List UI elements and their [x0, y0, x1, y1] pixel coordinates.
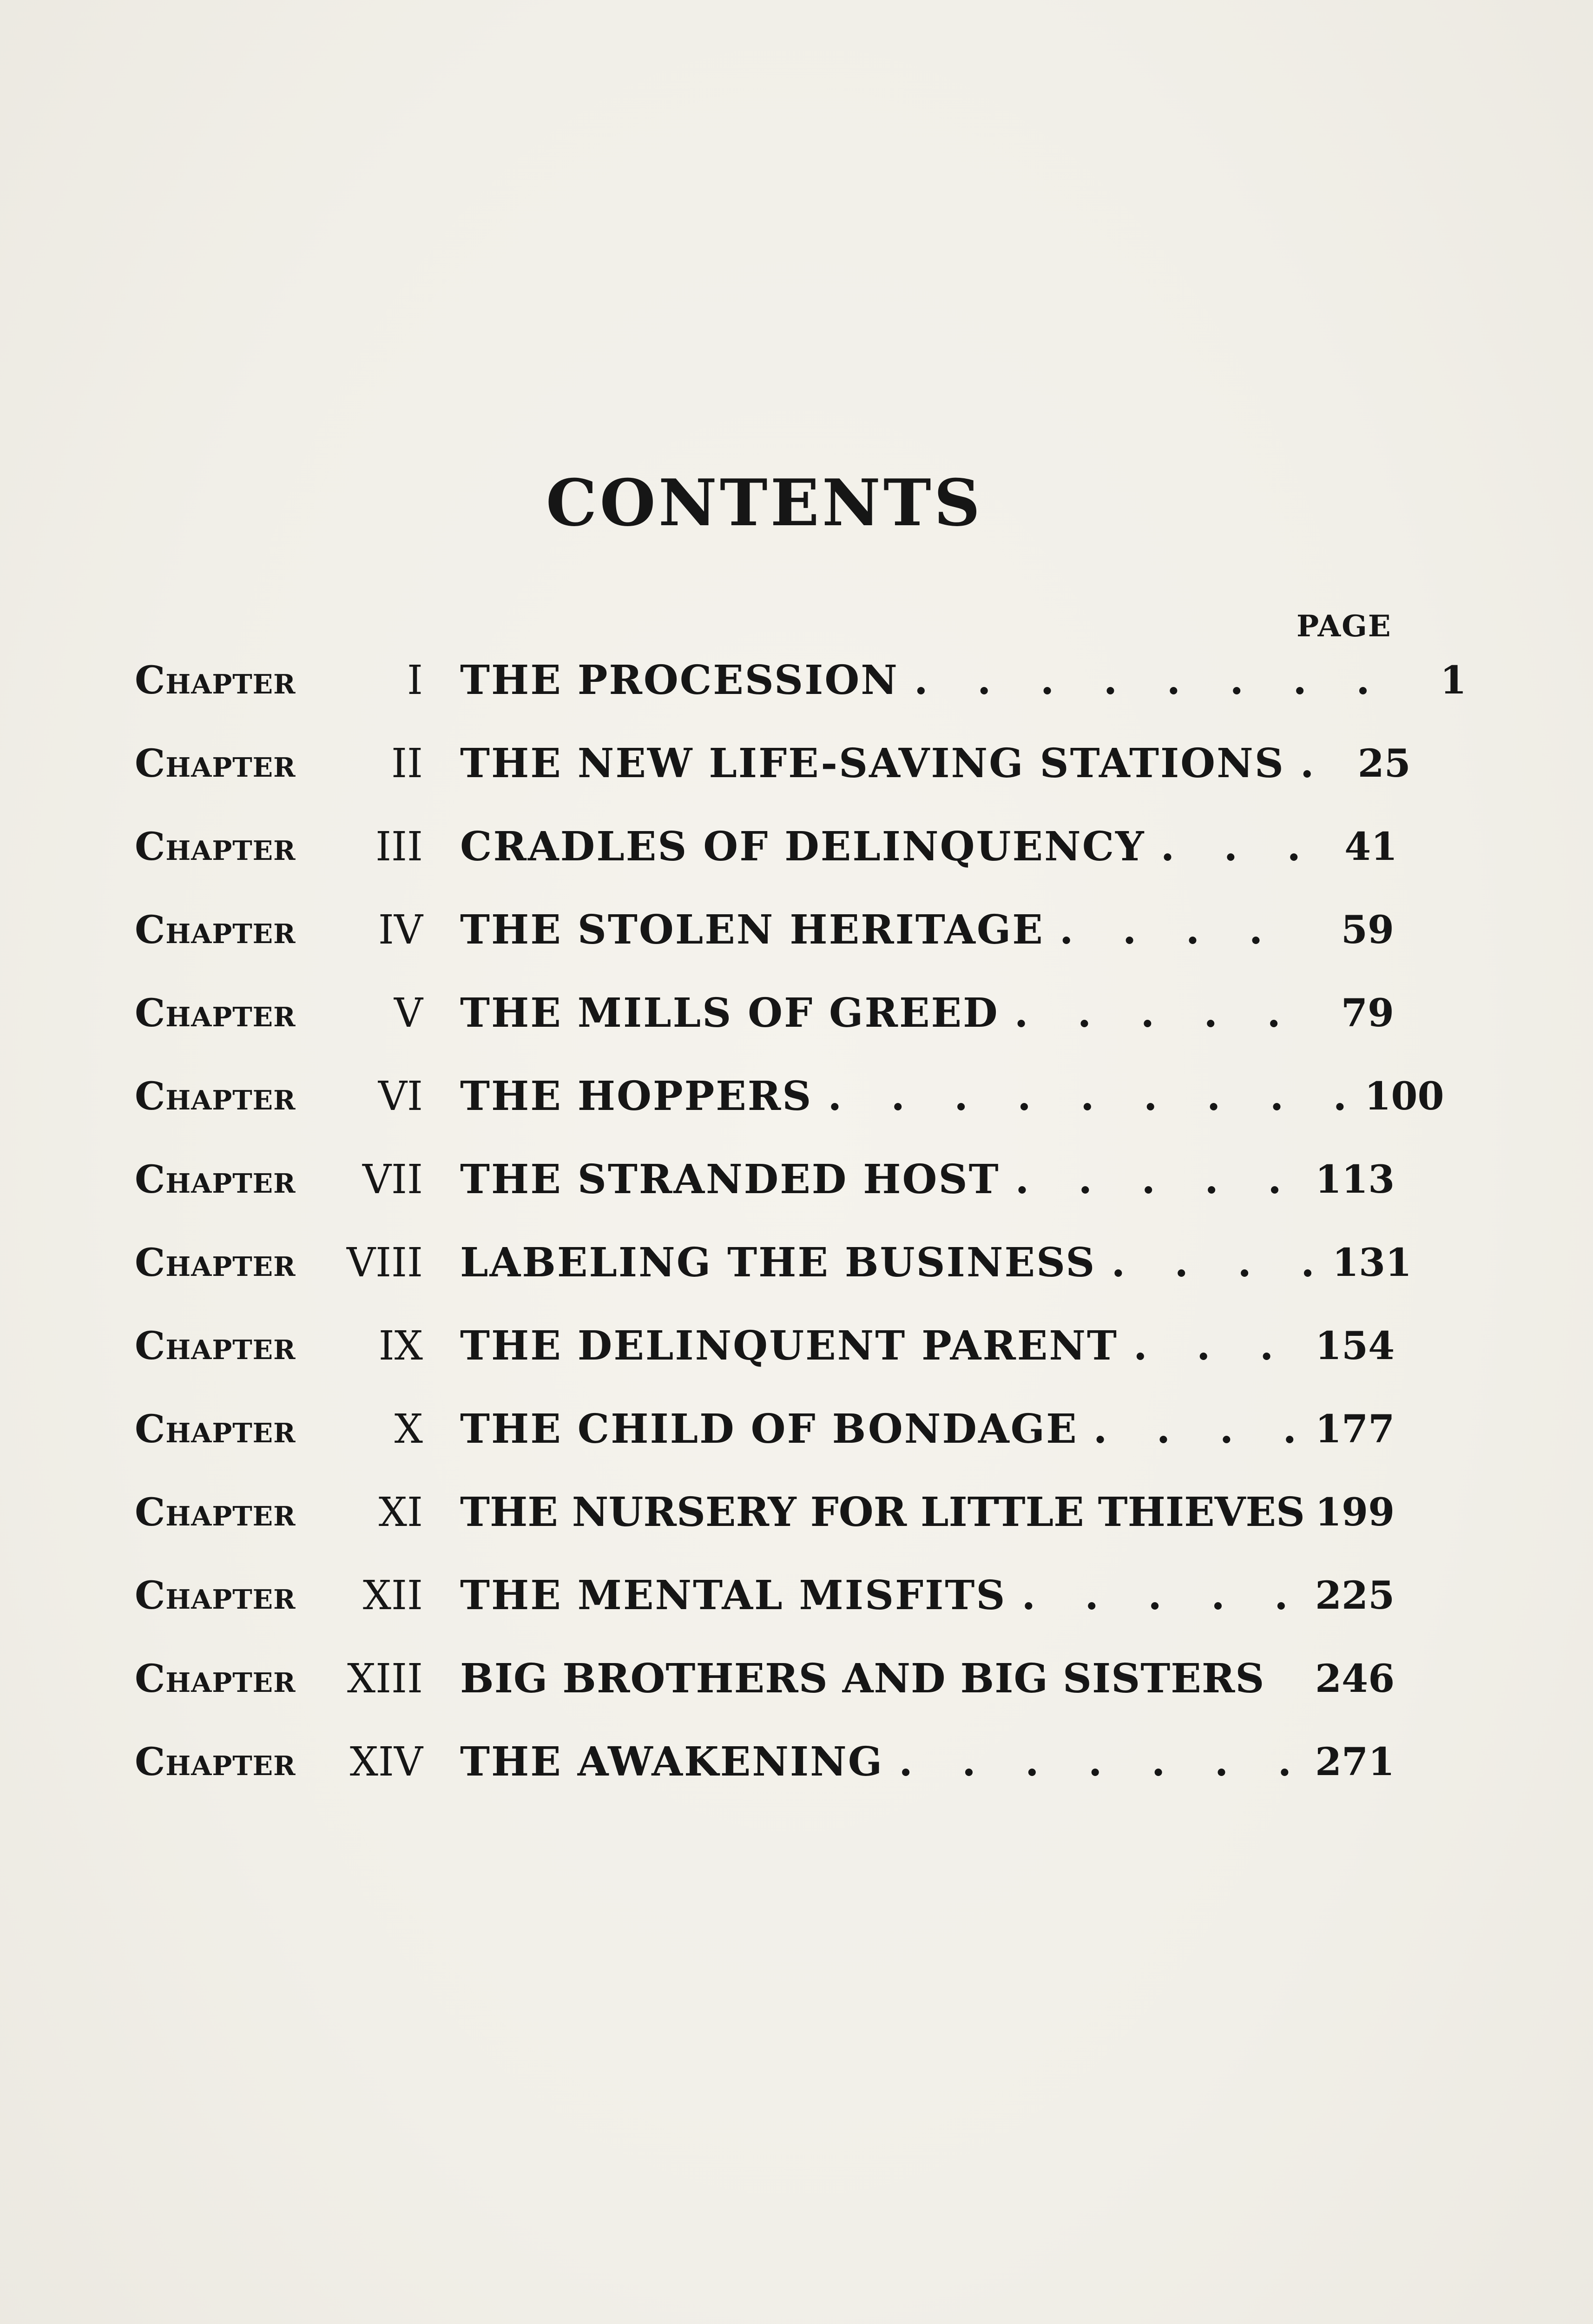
- dot-leader: . . . .: [1093, 1406, 1315, 1452]
- chapter-title: [460, 906, 1315, 953]
- dot-leader: . . .: [1160, 823, 1319, 870]
- chapter-page-number: 177: [1315, 1406, 1395, 1452]
- chapter-title: [460, 823, 1318, 870]
- toc-entry: [135, 1221, 1412, 1304]
- chapter-label: Chapter: [135, 907, 296, 952]
- contents-title: CONTENTS: [546, 465, 983, 541]
- toc-entry: [135, 1138, 1394, 1221]
- dot-leader: . . . . .: [1014, 990, 1299, 1037]
- toc-entry: [135, 1471, 1394, 1554]
- chapter-title-text: THE AWAKENING: [460, 1738, 884, 1785]
- chapter-title: [460, 1738, 1315, 1785]
- chapter-title-text: THE DELINQUENT PARENT: [460, 1322, 1118, 1369]
- toc-entry: [135, 722, 1411, 805]
- page-column-header: PAGE: [1297, 609, 1392, 644]
- chapter-label: Chapter: [135, 824, 296, 869]
- chapter-label: Chapter: [135, 1573, 296, 1618]
- chapter-number: VII: [362, 1156, 423, 1203]
- chapter-label: Chapter: [135, 1490, 296, 1535]
- chapter-title-text: THE STRANDED HOST: [460, 1156, 1000, 1203]
- chapter-label: Chapter: [135, 658, 296, 703]
- dot-leader: . . . . . . . .: [914, 657, 1388, 704]
- dot-leader: . . . .: [1111, 1239, 1332, 1286]
- chapter-title-text: CRADLES OF DELINQUENCY: [460, 823, 1145, 870]
- chapter-number: IX: [378, 1322, 423, 1369]
- chapter-title: [460, 1489, 1315, 1536]
- chapter-number: VIII: [346, 1239, 423, 1286]
- chapter-page-number: 1: [1440, 658, 1467, 703]
- chapter-title-text: BIG BROTHERS AND BIG SISTERS: [460, 1655, 1265, 1702]
- chapter-label: Chapter: [135, 990, 296, 1036]
- chapter-page-number: 271: [1315, 1739, 1395, 1784]
- toc-entry: [135, 805, 1398, 888]
- toc-entry: [135, 1554, 1394, 1637]
- chapter-number: V: [394, 990, 423, 1037]
- chapter-title-text: THE MILLS OF GREED: [460, 990, 999, 1037]
- chapter-title: [460, 657, 1388, 704]
- chapter-number: XII: [362, 1572, 423, 1619]
- chapter-title-text: LABELING THE BUSINESS: [460, 1239, 1096, 1286]
- dot-leader: .: [1300, 740, 1332, 787]
- toc-entry: [135, 888, 1394, 971]
- chapter-number: I: [407, 657, 423, 704]
- chapter-title: [460, 1239, 1332, 1286]
- toc-entry: [135, 1387, 1394, 1471]
- table-of-contents: [135, 639, 1467, 1803]
- toc-entry: [135, 639, 1467, 722]
- chapter-page-number: 79: [1341, 990, 1394, 1036]
- chapter-page-number: 59: [1341, 907, 1394, 952]
- chapter-title-text: THE MENTAL MISFITS: [460, 1572, 1007, 1619]
- chapter-number: XIV: [349, 1738, 423, 1785]
- dot-leader: . . .: [1133, 1322, 1291, 1369]
- chapter-number: VI: [378, 1073, 423, 1120]
- chapter-number: III: [375, 823, 423, 870]
- dot-leader: . . . . . . .: [899, 1738, 1310, 1785]
- chapter-title: [460, 990, 1315, 1037]
- chapter-label: Chapter: [135, 1157, 296, 1202]
- chapter-label: Chapter: [135, 1074, 296, 1119]
- chapter-page-number: 41: [1344, 824, 1398, 869]
- chapter-title: [460, 1322, 1315, 1369]
- chapter-page-number: 25: [1357, 741, 1411, 786]
- chapter-label: Chapter: [135, 741, 296, 786]
- chapter-page-number: 225: [1315, 1573, 1395, 1618]
- chapter-title: [460, 1156, 1315, 1203]
- chapter-page-number: 100: [1364, 1074, 1444, 1119]
- chapter-label: Chapter: [135, 1739, 296, 1784]
- chapter-number: X: [394, 1406, 423, 1452]
- toc-entry: [135, 971, 1394, 1055]
- chapter-page-number: 113: [1315, 1157, 1395, 1202]
- chapter-number: IV: [378, 906, 423, 953]
- toc-entry: [135, 1637, 1394, 1720]
- chapter-title-text: THE HOPPERS: [460, 1073, 813, 1120]
- chapter-title-text: THE NURSERY FOR LITTLE THIEVES: [460, 1489, 1305, 1536]
- chapter-title: [460, 740, 1332, 787]
- chapter-page-number: 199: [1315, 1490, 1395, 1535]
- dot-leader: . . . . . . . . .: [828, 1073, 1365, 1120]
- chapter-title-text: THE NEW LIFE-SAVING STATIONS: [460, 740, 1285, 787]
- chapter-label: Chapter: [135, 1656, 296, 1701]
- chapter-title-text: THE STOLEN HERITAGE: [460, 906, 1044, 953]
- chapter-page-number: 131: [1332, 1240, 1412, 1285]
- chapter-label: Chapter: [135, 1406, 296, 1452]
- chapter-page-number: 246: [1315, 1656, 1395, 1701]
- dot-leader: . . . . .: [1021, 1572, 1306, 1619]
- chapter-number: XIII: [347, 1655, 423, 1702]
- chapter-label: Chapter: [135, 1323, 296, 1368]
- toc-entry: [135, 1055, 1444, 1138]
- chapter-page-number: 154: [1315, 1323, 1395, 1368]
- dot-leader: . . . . .: [1015, 1156, 1299, 1203]
- chapter-number: XI: [378, 1489, 423, 1536]
- chapter-title: [460, 1572, 1315, 1619]
- toc-entry: [135, 1304, 1394, 1387]
- chapter-label: Chapter: [135, 1240, 296, 1285]
- chapter-number: II: [391, 740, 423, 787]
- chapter-title-text: THE PROCESSION: [460, 657, 899, 704]
- chapter-title: [460, 1655, 1315, 1702]
- dot-leader: . . . .: [1059, 906, 1281, 953]
- chapter-title: [460, 1073, 1364, 1120]
- chapter-title-text: THE CHILD OF BONDAGE: [460, 1406, 1078, 1452]
- chapter-title: [460, 1406, 1315, 1452]
- toc-entry: [135, 1720, 1394, 1803]
